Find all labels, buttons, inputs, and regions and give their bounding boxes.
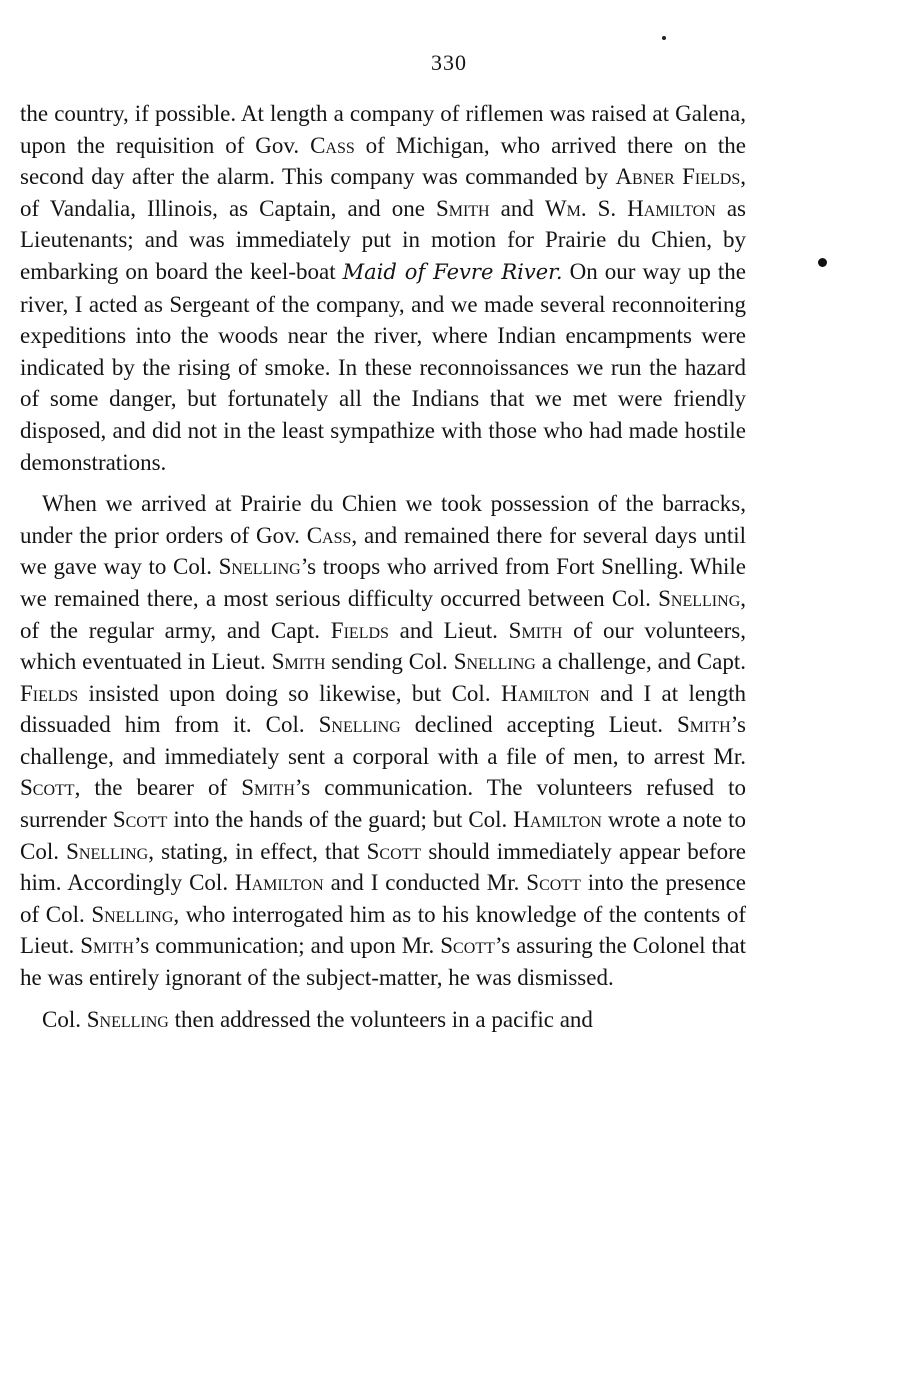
text-run: ’s challenge, and immediately sent a corporal with a file of men, to arrest Mr. [20,712,746,769]
name-smallcaps: Scott [112,807,168,833]
print-speck [662,36,666,40]
text-run: , of Vandalia, Illinois, as Captain, and one [20,164,746,221]
text-run: ’s communication. The volunteers refused to surrender [20,775,746,833]
text-run: and I conducted Mr. [323,870,527,896]
name-smallcaps: Snelling [218,554,301,580]
text-run: into the presence of Col. [20,870,746,927]
paragraph-2 [20,488,746,994]
text-run: of our volunteers, which eventuated in Lieut. [20,617,746,675]
name-smallcaps: Hamilton [500,680,590,706]
name-smallcaps: Fields [330,617,389,643]
text-run: When we arrived at Prairie du Chien we took possession of the barracks, under the prior orders of Gov. [20,491,746,548]
text-run: On our way up the river, I acted as Sergeant of the company, and we made several reconnoitering expeditions into the woods near the river, where Indian encampments were indicated by the rising of smoke. In these reconnoissances we run the hazard of some danger, but fortunately all the Indians that we met were friendly disposed, and did not in the least sympathize with those who had made hostile demonstrations. [20,258,747,475]
text-run: should immediately appear before him. Accordingly Col. [20,838,746,896]
name-smallcaps: Wm. S. Hamilton [544,195,716,221]
text-run: , who interrogated him as to his knowledge of the contents of Lieut. [20,901,746,959]
name-smallcaps: Fields [20,680,79,706]
body-text [20,98,746,1035]
name-smallcaps: Hamilton [513,807,602,833]
text-run: , and remained there for several days until we gave way to Col. [20,522,746,580]
boat-name-italic: Maid of Fevre River. [342,259,563,284]
margin-ink-dot [818,258,827,267]
name-smallcaps: Smith [508,617,563,643]
name-smallcaps: Cass [306,522,352,548]
name-smallcaps: Smith [80,933,134,959]
page-number: 330 [431,50,467,75]
name-smallcaps: Scott [366,838,422,864]
text-run: of Michigan, who arrived there on the second day after the alarm. This company was commanded by [20,132,746,190]
name-smallcaps: Snelling [453,649,536,675]
name-smallcaps: Hamilton [235,870,324,896]
text-run: into the hands of the guard; but Col. [167,807,514,833]
text-run: and [489,195,545,221]
name-smallcaps: Cass [310,132,355,158]
name-smallcaps: Snelling [658,585,741,611]
text-run: ’s troops who arrived from Fort Snelling. While we remained there, a most serious difficulty occurred between Col. [20,554,746,611]
paragraph-3 [20,1004,746,1036]
name-smallcaps: Snelling [318,712,401,738]
text-run: , stating, in effect, that [148,838,367,864]
name-smallcaps: Abner Fields [615,164,741,190]
text-run: sending Col. [325,649,454,675]
text-run: wrote a note to Col. [20,807,746,864]
text-run: ’s communication; and upon Mr. [133,933,441,959]
text-run: declined accepting Lieut. [400,712,677,738]
name-smallcaps: Scott [440,933,495,959]
name-smallcaps: Scott [20,775,75,801]
paragraph-1 [20,98,746,478]
text-run: then addressed the volunteers in a pacific and [168,1006,593,1032]
text-run: , of the regular army, and Capt. [20,585,746,643]
text-run: the country, if possible. At length a company of riflemen was raised at Galena, upon the requisition of Gov. [20,101,746,158]
name-smallcaps: Snelling [86,1006,169,1032]
text-run: Col. [42,1006,87,1032]
name-smallcaps: Scott [526,870,581,896]
text-run: , the bearer of [74,775,242,801]
text-run: as Lieutenants; and was immediately put in motion for Prairie du Chien, by embarking on board the keel-boat [20,195,746,284]
name-smallcaps: Smith [241,775,295,801]
text-run: and I at length dissuaded him from it. Col. [20,680,746,738]
text-run: insisted upon doing so likewise, but Col. [78,680,501,706]
name-smallcaps: Snelling [66,838,149,864]
text-run: ’s assuring the Colonel that he was entirely ignorant of the subject-matter, he was dismissed. [20,933,746,991]
text-run: and Lieut. [388,617,509,643]
name-smallcaps: Smith [271,649,326,675]
text-run: a challenge, and Capt. [535,649,746,675]
name-smallcaps: Smith [435,195,490,221]
name-smallcaps: Smith [676,712,731,738]
name-smallcaps: Snelling [91,901,174,927]
